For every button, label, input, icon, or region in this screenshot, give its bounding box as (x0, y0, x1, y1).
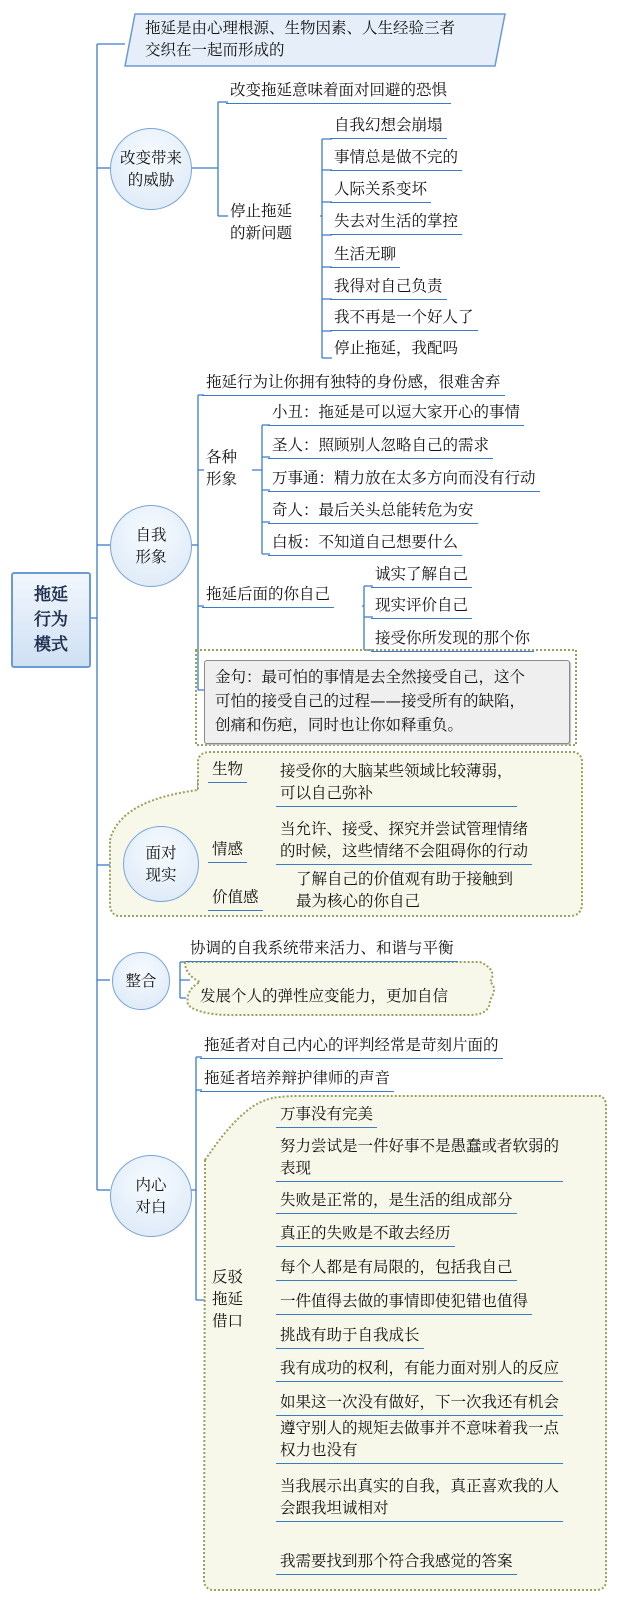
image-item[interactable]: 小丑：拖延是可以逗大家开心的事情 (268, 401, 524, 426)
branch-integration[interactable]: 整合 (112, 952, 170, 1010)
image-item[interactable]: 万事通：精力放在太多方向而没有行动 (268, 467, 540, 492)
golden-quote-text: 金句：最可怕的事情是去全然接受自己，这个 可怕的接受自己的过程——接受所有的缺陷， 创痛和伤疤，同时也让你如释重负。 (215, 668, 526, 734)
rebut-item[interactable]: 失败是正常的，是生活的组成部分 (276, 1189, 517, 1214)
new-problem-item[interactable]: 失去对生活的掌控 (330, 210, 462, 235)
branch-self-image[interactable]: 自我 形象 (110, 505, 192, 587)
rebut-item[interactable]: 一件值得去做的事情即使犯错也值得 (276, 1290, 532, 1315)
reality-bio-text[interactable]: 接受你的大脑某些领域比较薄弱， 可以自己弥补 (276, 760, 517, 807)
new-problem-item[interactable]: 停止拖延，我配吗 (334, 339, 459, 357)
behind-item[interactable]: 现实评价自己 (371, 594, 472, 619)
self-image-types[interactable]: 各种 形象 (206, 448, 238, 488)
rebut-excuses[interactable]: 反驳 拖延 借口 (212, 1268, 244, 1330)
branch-inner-dialogue[interactable]: 内心 对白 (110, 1155, 192, 1237)
rebut-item[interactable]: 当我展示出真实的自我，真正喜欢我的人 会跟我坦诚相对 (276, 1475, 563, 1522)
new-problem-item[interactable]: 我不再是一个好人了 (330, 306, 478, 331)
new-problem-item[interactable]: 我得对自己负责 (330, 275, 447, 300)
image-item[interactable]: 奇人：最后关头总能转危为安 (268, 499, 478, 524)
integration-harmony[interactable]: 协调的自我系统带来活力、和谐与平衡 (186, 937, 458, 962)
integration-resilience[interactable]: 发展个人的弹性应变能力，更加自信 (200, 987, 449, 1005)
new-problem-item[interactable]: 自我幻想会崩塌 (330, 114, 447, 139)
reality-emotion-text[interactable]: 当允许、接受、探究并尝试管理情绪 的时候，这些情绪不会阻碍你的行动 (276, 818, 532, 865)
rebut-item[interactable]: 努力尝试是一件好事不是愚蠢或者软弱的 表现 (276, 1135, 563, 1182)
rebut-item[interactable]: 如果这一次没有做好，下一次我还有机会 (276, 1391, 563, 1416)
threat-new-problems[interactable]: 停止拖延 的新问题 (230, 202, 293, 242)
reality-emotion-label[interactable]: 情感 (208, 838, 247, 863)
reality-value-text[interactable]: 了解自己的价值观有助于接触到 最为核心的你自己 (296, 870, 514, 910)
branch-threat[interactable]: 改变带来 的威胁 (110, 128, 192, 210)
rebut-item[interactable]: 真正的失败是不敢去经历 (276, 1222, 455, 1247)
threat-item-fear[interactable]: 改变拖延意味着面对回避的恐惧 (226, 79, 451, 104)
rebut-item[interactable]: 万事没有完美 (276, 1103, 377, 1128)
rebut-item[interactable]: 我需要找到那个符合我感觉的答案 (276, 1550, 517, 1575)
behind-item[interactable]: 诚实了解自己 (371, 563, 472, 588)
intro-node[interactable] (125, 12, 505, 66)
new-problem-item[interactable]: 事情总是做不完的 (330, 146, 462, 171)
image-item[interactable]: 圣人：照顾别人忽略自己的需求 (268, 434, 493, 459)
root-node[interactable]: 拖延 行为 模式 (11, 572, 91, 668)
rebut-item[interactable]: 挑战有助于自我成长 (276, 1324, 424, 1349)
rebut-item[interactable]: 我有成功的权利，有能力面对别人的反应 (276, 1357, 563, 1382)
reality-value-label[interactable]: 价值感 (208, 886, 263, 911)
branch-reality[interactable]: 面对 现实 (123, 826, 199, 902)
behind-item[interactable]: 接受你所发现的那个你 (371, 627, 534, 652)
new-problem-item[interactable]: 生活无聊 (330, 243, 400, 268)
rebut-item[interactable]: 每个人都是有局限的，包括我自己 (276, 1256, 517, 1281)
reality-bio-label[interactable]: 生物 (208, 758, 247, 783)
intro-text: 拖延是由心理根源、生物因素、人生经验三者 交织在一起而形成的 (145, 19, 456, 59)
new-problem-item[interactable]: 人际关系变坏 (330, 178, 431, 203)
golden-quote[interactable] (204, 660, 570, 744)
inner-judgement[interactable]: 拖延者对自己内心的评判经常是苛刻片面的 (200, 1034, 503, 1059)
self-behind[interactable]: 拖延后面的你自己 (202, 583, 334, 608)
rebut-item[interactable]: 遵守别人的规矩去做事并不意味着我一点 权力也没有 (276, 1417, 563, 1464)
image-item[interactable]: 白板：不知道自己想要什么 (268, 531, 462, 556)
inner-advocate[interactable]: 拖延者培养辩护律师的声音 (200, 1067, 394, 1092)
self-image-identity[interactable]: 拖延行为让你拥有独特的身份感，很难舍弃 (202, 371, 505, 396)
